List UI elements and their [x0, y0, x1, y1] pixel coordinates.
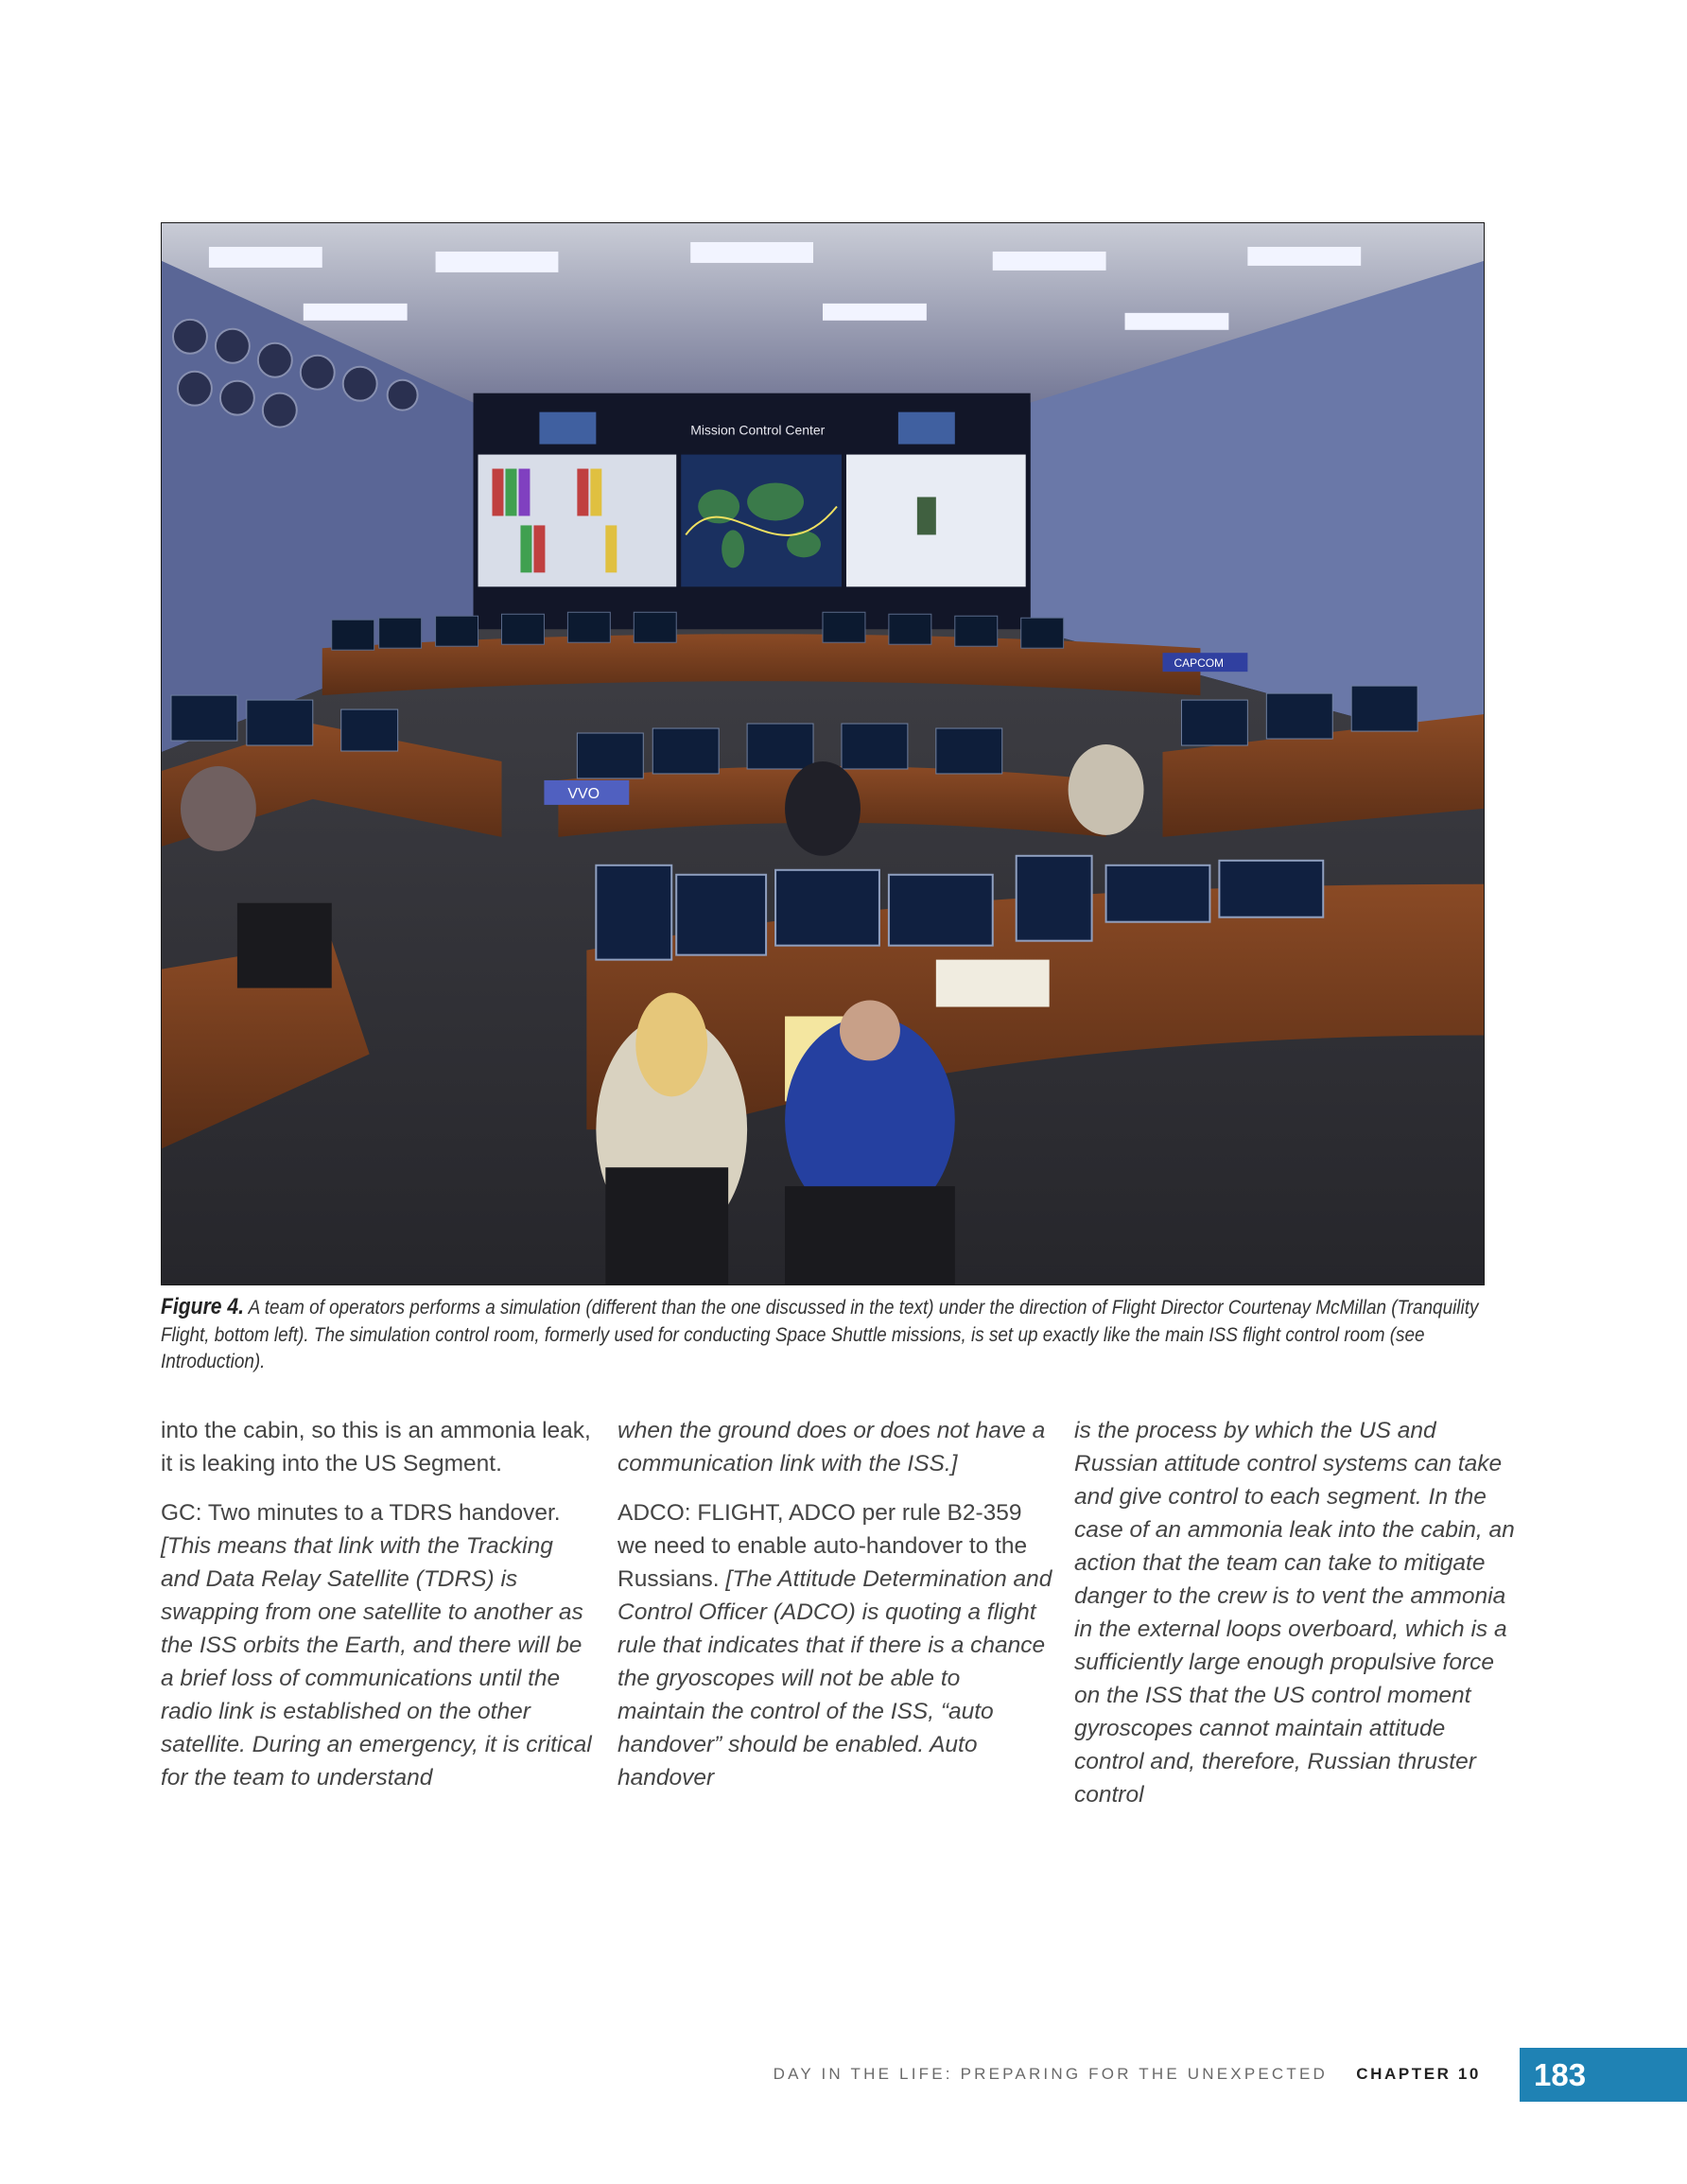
figure-caption-text: A team of operators performs a simulation (different than the one discussed in the text) under the direction of Flight Director Courtenay McMillan (Tranquility Flight, bottom left). The simulation control room, formerly used for conducting Space Shuttle missions, is set up exactly like the main ISS flight control room (see Introduction).	[161, 1296, 1479, 1372]
page-number: 183	[1520, 2048, 1687, 2102]
running-title: DAY IN THE LIFE: PREPARING FOR THE UNEXPECTED	[773, 2065, 1328, 2083]
paragraph	[617, 1496, 1052, 1794]
text-column-1	[161, 1414, 596, 1810]
mission-control-photo	[161, 222, 1485, 1285]
mission-control-sign: Mission Control Center	[690, 422, 826, 438]
explanatory-note: [The Attitude Determination and Control Officer (ADCO) is quoting a flight rule that indicates that if there is a chance the gryoscopes will not be able to maintain the control of the ISS, “auto handover” should be enabled. Auto handover	[617, 1566, 1052, 1791]
vvo-label: VVO	[567, 785, 600, 802]
dialogue-line: GC: Two minutes to a TDRS handover.	[161, 1500, 561, 1526]
chapter-label: CHAPTER 10	[1356, 2065, 1481, 2083]
text-column-3	[1074, 1414, 1519, 1827]
mission-control-room-image	[162, 223, 1484, 1284]
papers	[936, 960, 1050, 1007]
explanatory-note: when the ground does or does not have a communication link with the ISS.]	[617, 1418, 1046, 1476]
top-video-screen-right	[898, 412, 955, 445]
telemetry-display-right	[846, 455, 1026, 587]
explanatory-note: [This means that link with the Tracking and Data Relay Satellite (TDRS) is swapping from one satellite to another as the ISS orbits the Earth, and there will be a brief loss of communications until the radio link is established on the other satellite. During an emergency, it is critical for the team to understand	[161, 1533, 592, 1791]
paragraph: into the cabin, so this is an ammonia leak, it is leaking into the US Segment.	[161, 1418, 591, 1476]
figure-caption	[161, 1294, 1494, 1375]
dialogue-line: ADCO: FLIGHT, ADCO per rule B2-359 we need to enable auto-handover to the Russians.	[617, 1500, 1028, 1592]
ground-track-map	[681, 455, 842, 587]
figure-label: Figure 4.	[161, 1294, 245, 1319]
text-column-2	[617, 1414, 1052, 1810]
capcom-label: CAPCOM	[1174, 656, 1225, 671]
paragraph	[161, 1496, 596, 1794]
top-video-screen-left	[539, 412, 596, 445]
telemetry-gauge	[917, 497, 936, 534]
explanatory-note: is the process by which the US and Russian attitude control systems can take and give control to each segment. In the case of an ammonia leak into the cabin, an action that the team can take to mitigate danger to the crew is to vent the ammonia in the external loops overboard, which is a sufficiently large enough propulsive force on the ISS that the US control moment gyroscopes cannot maintain attitude control and, therefore, Russian thruster control	[1074, 1418, 1515, 1808]
